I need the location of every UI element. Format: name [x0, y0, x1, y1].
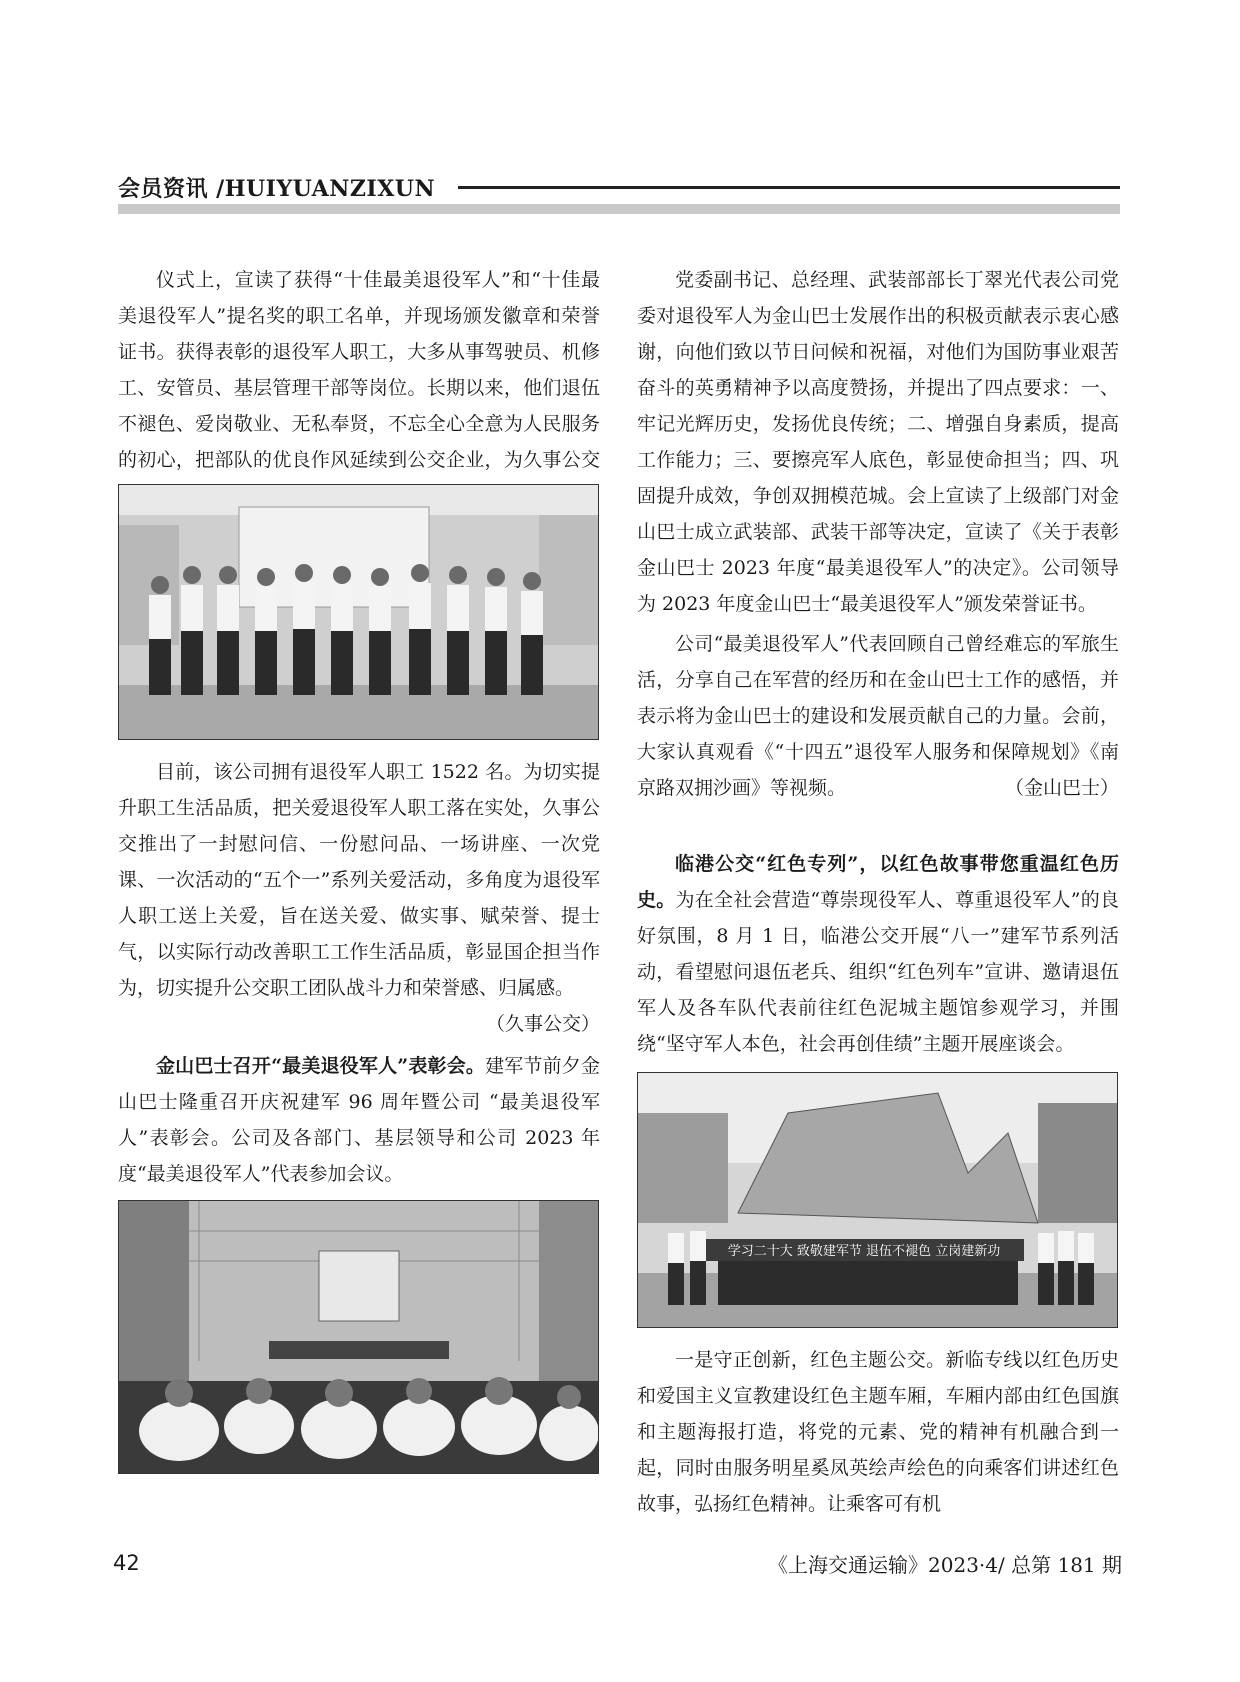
section-title: 会员资讯 /HUIYUANZIXUN: [118, 176, 436, 202]
right-paragraph-4: 一是守正创新，红色主题公交。新临专线以红色历史和爱国主义宣教建设红色主题车厢，车厢内部由红色国旗和主题海报打造，将党的元素、党的精神有机融合到一起，同时由服务明星奚凤英绘声绘色的向乘客们讲述红色故事，弘扬红色精神。让乘客可有机: [637, 1349, 1119, 1515]
journal-issue: 《上海交通运输》2023·4/ 总第 181 期: [768, 1553, 1122, 1577]
right-column: [637, 262, 1119, 1522]
left-source-1: （久事公交）: [485, 1013, 600, 1035]
page-number: 42: [113, 1551, 140, 1575]
right-paragraph-1: 党委副书记、总经理、武装部部长丁翠光代表公司党委对退役军人为金山巴士发展作出的积极贡献表示衷心感谢，向他们致以节日问候和祝福，对他们为国防事业艰苦奋斗的英勇精神予以高度赞扬，并提出了四点要求：一、牢记光辉历史，发扬优良传统；二、增强自身素质，提高工作能力；三、要擦亮军人底色，彰显使命担当；四、巩固提升成效，争创双拥模范城。会上宣读了上级部门对金山巴士成立武装部、武装干部等决定，宣读了《关于表彰金山巴士 2023 年度“最美退役军人”的决定》。公司领导为 2023 年度金山巴士“最美退役军人”颁发荣誉证书。: [637, 269, 1119, 615]
left-paragraph-1: 仪式上，宣读了获得“十佳最美退役军人”和“十佳最美退役军人”提名奖的职工名单，并现场颁发徽章和荣誉证书。获得表彰的退役军人职工，大多从事驾驶员、机修工、安管员、基层管理干部等岗位。长期以来，他们退伍不褪色、爱岗敬业、无私奉贤，不忘全心全意为人民服务的初心，把部队的优良作风延续到公交企业，为久事公交: [118, 269, 600, 471]
banner-text: 学习二十大 致敬建军节 退伍不褪色 立岗建新功: [727, 1244, 1001, 1259]
left-paragraph-2: 目前，该公司拥有退役军人职工 1522 名。为切实提升职工生活品质，把关爱退役军人职工落在实处，久事公交推出了一封慰问信、一份慰问品、一场讲座、一次党课、一次活动的“五个一”系列关爱活动，多角度为退役军人职工送上关爱，旨在送关爱、做实事、赋荣誉、提士气，以实际行动改善职工工作生活品质，彰显国企担当作为，切实提升公交职工团队战斗力和荣誉感、归属感。 （久事公交）: [118, 754, 600, 1006]
photo-award-ceremony: [118, 484, 599, 740]
left-headline-jinshan: 金山巴士召开“最美退役军人”表彰会。: [156, 1055, 486, 1077]
right-headline-lingang: 临港公交“红色专列”，以红色故事带您重温红色历史。: [637, 853, 1119, 911]
header-rule: [458, 186, 1120, 189]
left-column: [118, 262, 600, 1474]
section-header: [118, 172, 1120, 206]
left-paragraph-3: 金山巴士召开“最美退役军人”表彰会。建军节前夕金山巴士隆重召开庆祝建军 96 周年暨公司 “最美退役军人”表彰会。公司及各部门、基层领导和公司 2023 年度“最美退役军人”代表参加会议。: [118, 1055, 600, 1185]
header-shade-bar: [118, 204, 1120, 214]
photo-red-monument: [637, 1072, 1118, 1328]
right-source-1: （金山巴士）: [1004, 777, 1119, 799]
right-paragraph-3: 临港公交“红色专列”，以红色故事带您重温红色历史。为在全社会营造“尊崇现役军人、尊重退役军人”的良好氛围，8 月 1 日，临港公交开展“八一”建军节系列活动，看望慰问退伍老兵、组织“红色列车”宣讲、邀请退伍军人及各车队代表前往红色泥城主题馆参观学习，并围绕“坚守军人本色，社会再创佳绩”主题开展座谈会。: [637, 853, 1119, 1055]
photo-commendation-meeting: [118, 1200, 599, 1474]
right-paragraph-2: 公司“最美退役军人”代表回顾自己曾经难忘的军旅生活，分享自己在军营的经历和在金山巴士工作的感悟，并表示将为金山巴士的建设和发展贡献自己的力量。会前，大家认真观看《“十四五”退役军人服务和保障规划》《南京路双拥沙画》等视频。 （金山巴士）: [637, 626, 1119, 806]
